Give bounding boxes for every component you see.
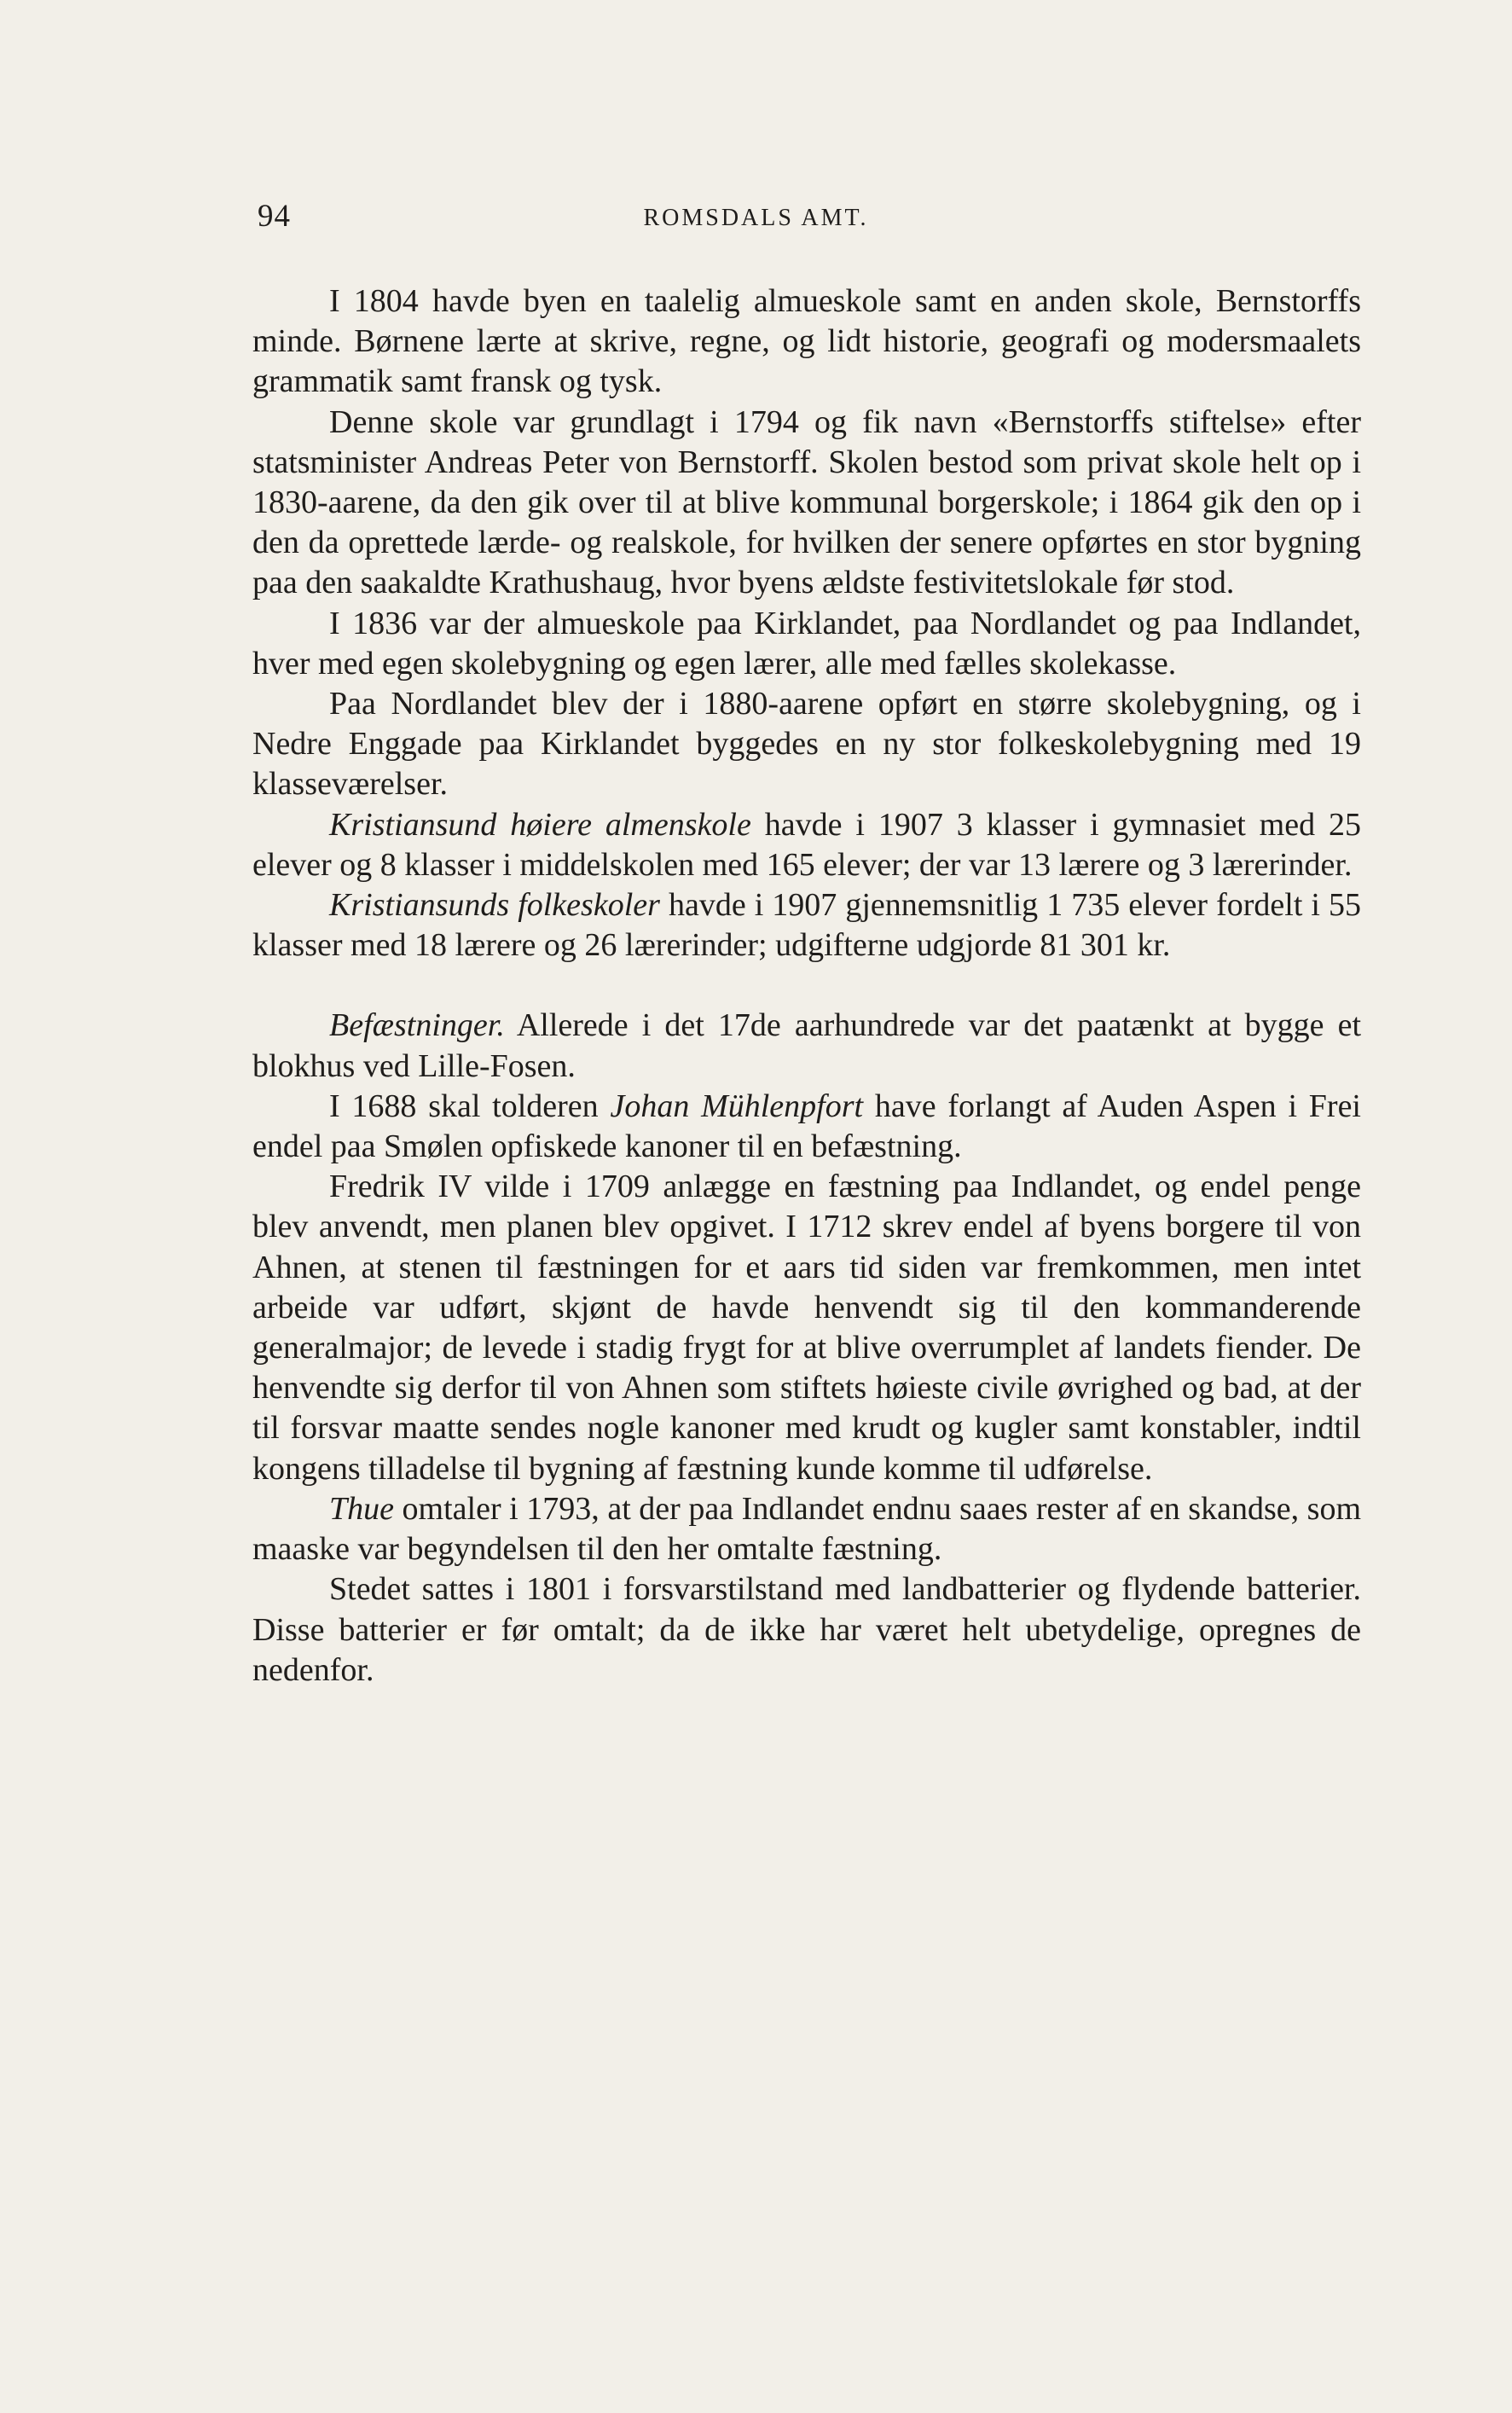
text-run: Allerede i det 17de aarhundrede var det paatænkt at bygge et blokhus ved Lille-Fosen.: [252, 1007, 1361, 1084]
paragraph: [252, 1569, 1361, 1691]
text-run: have forlangt af Auden Aspen i Frei endel paa Smølen opfiskede kanoner til en befæstning.: [252, 1088, 1361, 1165]
paragraph: [252, 604, 1361, 684]
paragraph: [252, 684, 1361, 805]
italic-run: Thue: [329, 1490, 394, 1527]
text-run: I 1804 havde byen en taalelig almueskole samt en anden skole, Bernstorffs minde. Børnene lærte at skrive, regne, og lidt historie, geografi og modersmaalets grammatik samt fransk og tysk.: [252, 283, 1361, 400]
text-run: havde i 1907 3 klasser i gymnasiet med 25 elever og 8 klasser i middelskolen med 165 elever; der var 13 lærere og 3 lærerinder.: [252, 806, 1361, 883]
paragraph: [252, 1489, 1361, 1569]
text-run: Fredrik IV vilde i 1709 anlægge en fæstning paa Indlandet, og endel penge blev anvendt, men planen blev opgivet. I 1712 skrev endel af byens borgere til von Ahnen, at stenen til fæstningen for et aars tid siden var fremkommen, men intet arbeide var udført, skjønt de havde henvendt sig til den kommanderende generalmajor; de levede i stadig frygt for at blive overrumplet af landets fiender. De henvendte sig derfor til von Ahnen som stiftets høieste civile øvrighed og bad, at der til forsvar maatte sendes nogle kanoner med krudt og kugler samt konstabler, indtil kongens tilladelse til bygning af fæstning kunde komme til udførelse.: [252, 1169, 1361, 1487]
paragraph: [252, 1006, 1361, 1086]
text-run: omtaler i 1793, at der paa Indlandet endnu saaes rester af en skandse, som maaske var begyndelsen til den her omtalte fæstning.: [252, 1490, 1361, 1568]
italic-run: Kristiansund høiere almenskole: [329, 806, 751, 843]
text-run: havde i 1907 gjennemsnitlig 1 735 elever fordelt i 55 klasser med 18 lærere og 26 lærerinder; udgifterne udgjorde 81 301 kr.: [252, 887, 1361, 964]
running-title: ROMSDALS AMT.: [643, 205, 869, 231]
text-run: I 1836 var der almueskole paa Kirklandet, paa Nordlandet og paa Indlandet, hver med egen skolebygning og egen lærer, alle med fælles skolekasse.: [252, 605, 1361, 682]
text-run: Denne skole var grundlagt i 1794 og fik navn «Bernstorffs stiftelse» efter statsminister Andreas Peter von Bernstorff. Skolen bestod som privat skole helt op i 1830-aarene, da den gik over til at blive kommunal borgerskole; i 1864 gik den op i den da oprettede lærde- og realskole, for hvilken der senere opførtes en stor bygning paa den saakaldte Krathushaug, hvor byens ældste festivitetslokale før stod.: [252, 403, 1361, 601]
paragraph: [252, 885, 1361, 966]
italic-run: Kristiansunds folkeskoler: [329, 887, 660, 924]
italic-run: Johan Mühlenpfort: [610, 1088, 864, 1124]
text-run: Paa Nordlandet blev der i 1880-aarene opført en større skolebygning, og i Nedre Enggade paa Kirklandet byggedes en ny stor folkeskolebygning med 19 klasseværelser.: [252, 686, 1361, 803]
paragraph: [252, 1087, 1361, 1167]
paragraph: [252, 281, 1361, 403]
body-text: [252, 281, 1361, 1691]
paragraph: [252, 403, 1361, 604]
text-run: I 1688 skal tolderen: [329, 1088, 611, 1124]
text-run: Stedet sattes i 1801 i forsvarstilstand med landbatterier og flydende batterier. Disse batterier er før omtalt; da de ikke har været helt ubetydelige, opregnes de nedenfor.: [252, 1571, 1361, 1688]
paragraph: [252, 1167, 1361, 1489]
italic-run: Befæstninger.: [329, 1007, 505, 1044]
page-number: 94: [258, 199, 291, 234]
paragraph: [252, 805, 1361, 885]
